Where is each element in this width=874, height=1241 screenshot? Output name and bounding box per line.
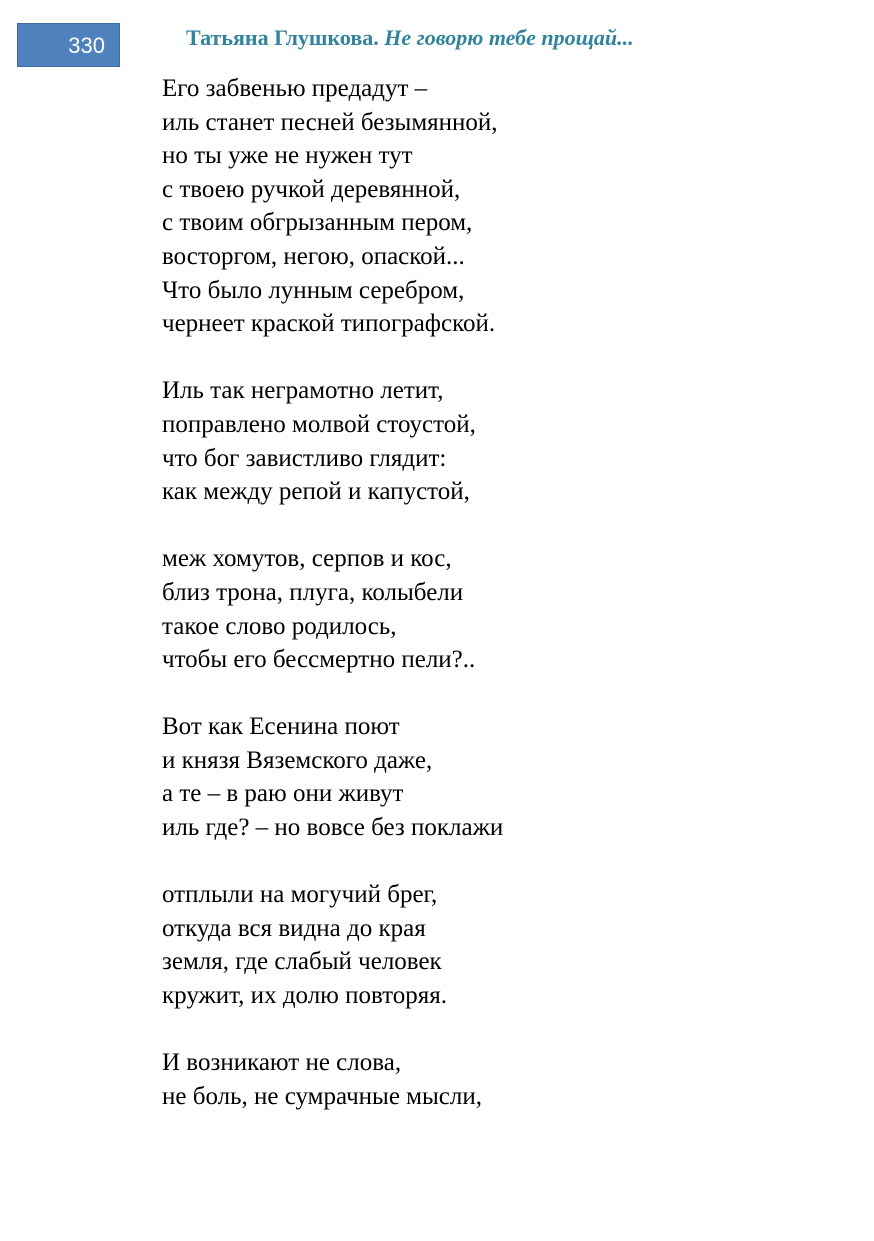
poem-line: откуда вся видна до края xyxy=(162,914,426,942)
poem-line: и князя Вяземского даже, xyxy=(162,746,433,774)
poem-line: близ трона, плуга, колыбели xyxy=(162,578,464,606)
poem-line: не боль, не сумрачные мысли, xyxy=(162,1082,482,1110)
poem-line: восторгом, негою, опаской... xyxy=(162,242,465,270)
poem-stanza xyxy=(162,710,842,844)
poem-line: Что было лунным серебром, xyxy=(162,276,465,304)
poem-line: чернеет краской типографской. xyxy=(162,310,496,338)
poem-stanza xyxy=(162,1046,842,1113)
poem-line: с твоею ручкой деревянной, xyxy=(162,175,461,203)
poem-body xyxy=(162,72,842,1147)
poem-line: как между репой и капустой, xyxy=(162,478,470,506)
poem-line: Иль так неграмотно летит, xyxy=(162,377,444,405)
poem-line: кружит, их долю повторяя. xyxy=(162,982,448,1010)
poem-line: Вот как Есенина поют xyxy=(162,713,400,741)
page-number: 330 xyxy=(68,33,105,58)
poem-stanza xyxy=(162,878,842,1012)
poem-line: иль станет песней безымянной, xyxy=(162,108,498,136)
poem-line: поправлено молвой стоустой, xyxy=(162,410,476,438)
poem-line: Его забвенью предадут – xyxy=(162,75,428,102)
running-header xyxy=(186,24,634,52)
header-title: Не говорю тебе прощай... xyxy=(384,25,634,50)
poem-line: что бог завистливо глядит: xyxy=(162,444,447,472)
page-number-box xyxy=(17,23,120,67)
poem-line: такое слово родилось, xyxy=(162,612,397,640)
poem-line: чтобы его бессмертно пели?.. xyxy=(162,646,476,674)
poem-line: а те – в раю они живут xyxy=(162,780,404,808)
poem-stanza xyxy=(162,374,842,508)
poem-stanza xyxy=(162,72,842,341)
poem-line: И возникают не слова, xyxy=(162,1049,402,1077)
header-author: Татьяна Глушкова. xyxy=(186,25,379,50)
poem-line: но ты уже не нужен тут xyxy=(162,142,413,170)
poem-line: земля, где слабый человек xyxy=(162,948,442,976)
poem-line: иль где? – но вовсе без поклажи xyxy=(162,814,504,842)
poem-line: меж хомутов, серпов и кос, xyxy=(162,545,452,573)
poem-stanza xyxy=(162,542,842,676)
poem-line: с твоим обгрызанным пером, xyxy=(162,209,473,237)
poem-line: отплыли на могучий брег, xyxy=(162,881,438,909)
